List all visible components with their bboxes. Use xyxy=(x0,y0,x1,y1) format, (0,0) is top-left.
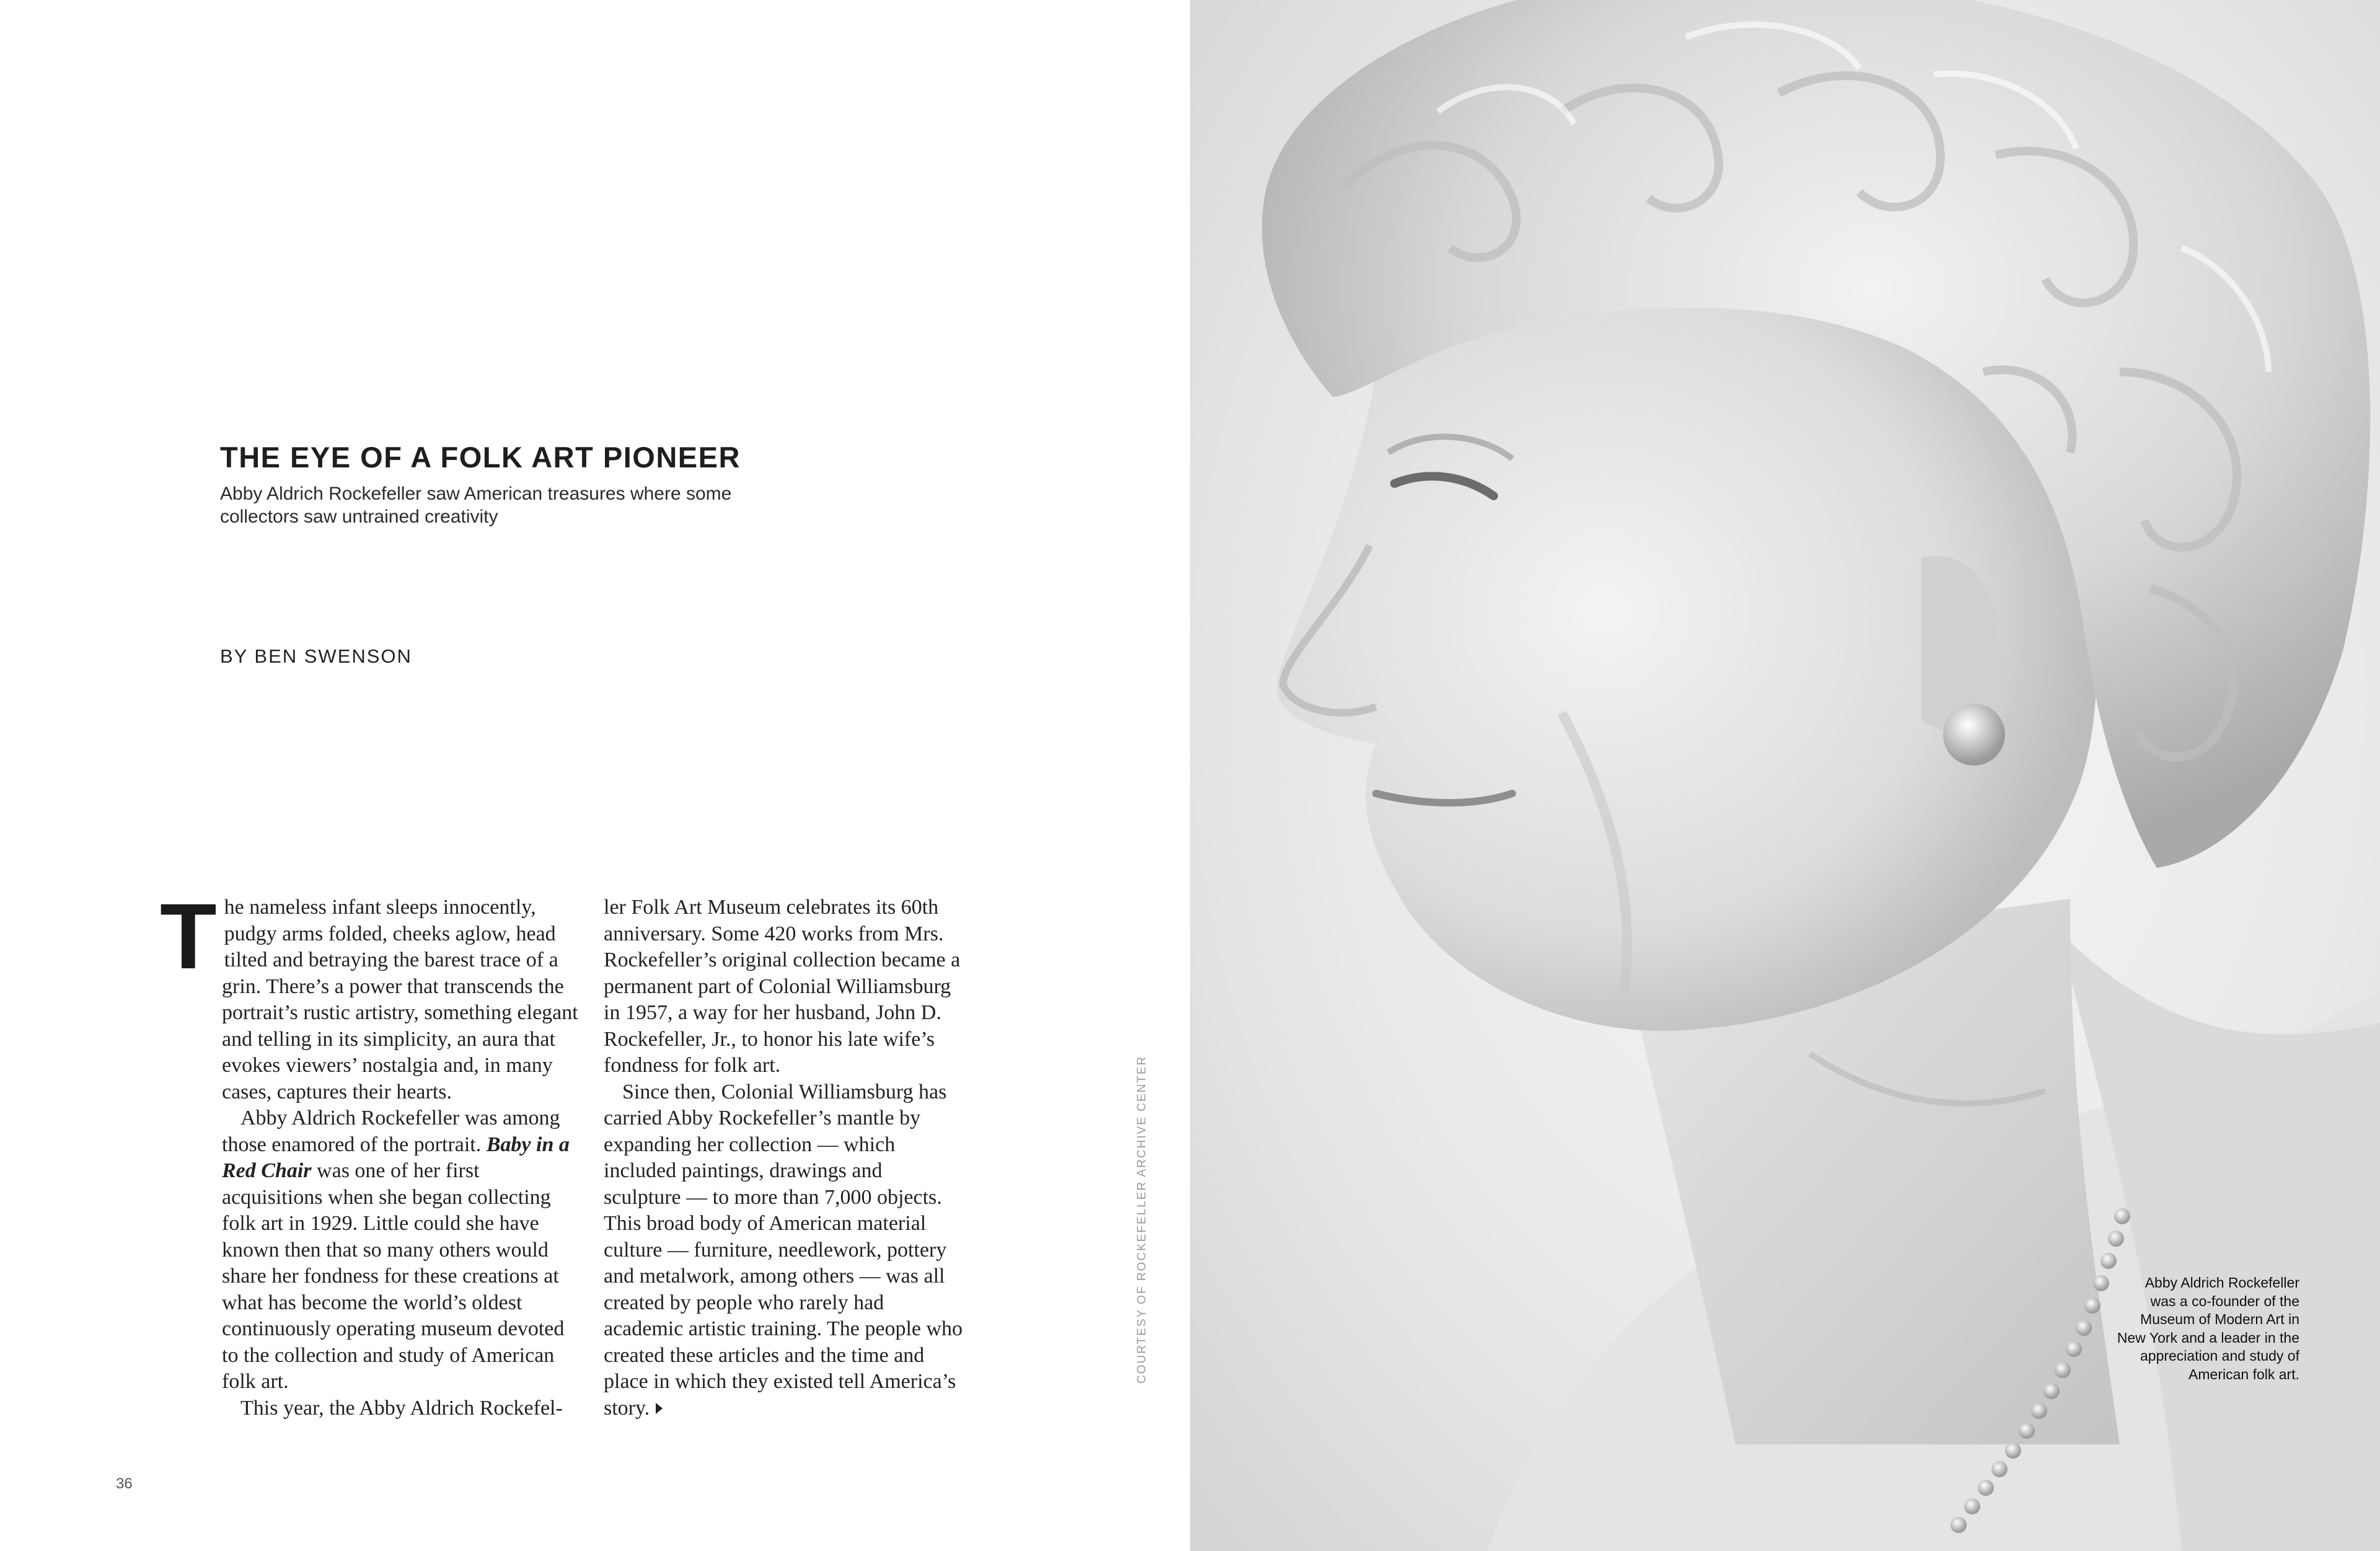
caption-line: Museum of Modern Art in xyxy=(2140,1311,2299,1327)
paragraph-text: Abby Aldrich Rockefeller was among those enamored of the portrait. xyxy=(222,1107,560,1156)
caption-line: appreciation and study of xyxy=(2140,1348,2299,1364)
photo-credit: COURTESY OF ROCKEFELLER ARCHIVE CENTER xyxy=(1135,1055,1148,1384)
body-column-1 xyxy=(160,884,581,1421)
body-column-2 xyxy=(604,895,963,1421)
photo-caption xyxy=(2039,1274,2299,1384)
caption-line: was a co-founder of the xyxy=(2150,1292,2299,1309)
artwork-title: Baby in a Red Chair xyxy=(222,1133,570,1182)
paragraph-text: was one of her first acquisitions when she began collecting folk art in 1929. Little could she have known then that so many others would share her fondness for these creations at what has become the world’s oldest continuously operating museum devoted to the collection and study of American folk art. xyxy=(222,1159,565,1393)
portrait-photo xyxy=(1190,0,2380,1551)
page-number: 36 xyxy=(116,1475,133,1492)
article-title: THE EYE OF A FOLK ART PIONEER xyxy=(220,441,741,474)
drop-cap: T xyxy=(160,884,217,988)
caption-line: Abby Aldrich Rockefeller xyxy=(2144,1275,2299,1291)
paragraph-text: Since then, Colonial Williamsburg has carried Abby Rockefeller’s mantle by expanding her collection — which included paintings, drawings and sculpture — to more than 7,000 objects. This broad body of American material culture — furniture, needlework, pottery and metalwork, among others — was all created by people who rarely had academic artistic training. The people who created these articles and the time and place in which they existed tell America’s story. xyxy=(604,1080,963,1420)
paragraph-text: he nameless infant sleeps innocently, pudgy arms folded, cheeks aglow, head tilted and betraying the barest trace of a grin. There’s a power that transcends the portrait’s rustic artistry, something elegant and telling in its simplicity, an aura that evokes viewers’ nostalgia and, in many cases, captures their hearts. xyxy=(222,896,578,1103)
caption-line: American folk art. xyxy=(2188,1366,2299,1382)
body-paragraph: This year, the Abby Aldrich Rockefel- xyxy=(240,1396,563,1420)
body-paragraph: ler Folk Art Museum celebrates its 60th anniversary. Some 420 works from Mrs. Rockefeller’s original collection became a permanent part of Colonial Williamsburg in 1957, a way for her husband, John D. Rockefeller, Jr., to honor his late wife’s fondness for folk art. xyxy=(604,896,961,1077)
body-paragraph xyxy=(222,1105,581,1395)
byline: BY BEN SWENSON xyxy=(220,645,412,667)
caption-line: New York and a leader in the xyxy=(2117,1329,2299,1346)
triangle-right-icon xyxy=(656,1403,663,1414)
body-paragraph xyxy=(160,884,581,1105)
article-subtitle: Abby Aldrich Rockefeller saw American treasures where some collectors saw untrained creativity xyxy=(220,484,732,527)
body-paragraph xyxy=(604,1079,963,1422)
